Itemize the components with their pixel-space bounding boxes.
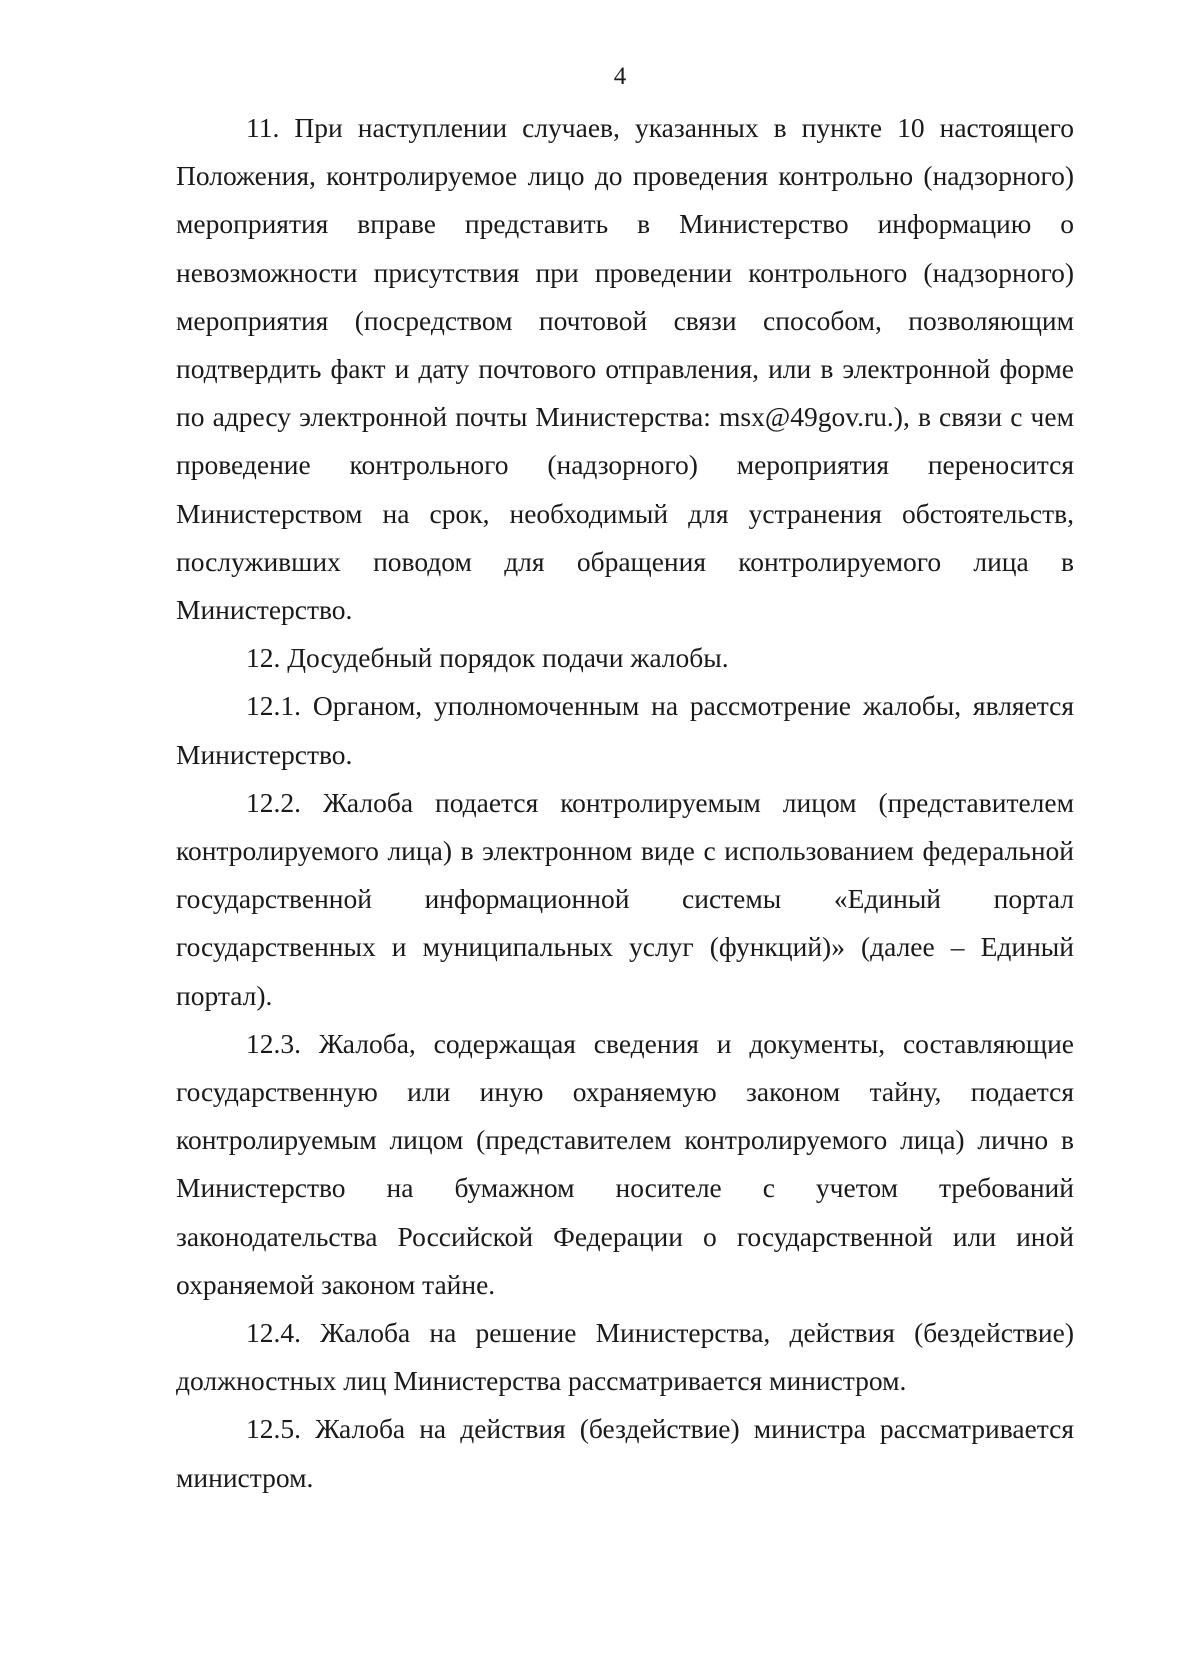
paragraph-12-heading: 12. Досудебный порядок подачи жалобы. [246, 642, 729, 674]
paragraph-12-4: 12.4. Жалоба на решение Министерства, действия (бездействие) должностных лиц Министерства рассматривается министром. [176, 1317, 1074, 1397]
paragraph-12-1: 12.1. Органом, уполномоченным на рассмотрение жалобы, является Министерство. [176, 690, 1074, 770]
paragraph-12-3: 12.3. Жалоба, содержащая сведения и документы, составляющие государственную или иную охраняемую законом тайну, подается контролируемым лицом (представителем контролируемого лица) лично в Министерство на бумажном носителе с учетом требований законодательства Российской Федерации о государственной или иной охраняемой законом тайне. [176, 1027, 1074, 1300]
paragraph-11: 11. При наступлении случаев, указанных в пункте 10 настоящего Положения, контролируемое лицо до проведения контрольно (надзорного) мероприятия вправе представить в Министерство информацию о невозможности присутствия при проведении контрольного (надзорного) мероприятия (посредством почтовой связи способом, позволяющим подтвердить факт и дату почтового отправления, или в электронной форме по адресу электронной почты Министерства: msx@49gov.ru.), в связи с чем проведение контрольного (надзорного) мероприятия переносится Министерством на срок, необходимый для устранения обстоятельств, послуживших поводом для обращения контролируемого лица в Министерство. [176, 112, 1074, 626]
page-number: 4 [613, 63, 627, 90]
paragraph-12-2: 12.2. Жалоба подается контролируемым лицом (представителем контролируемого лица) в электронном виде с использованием федеральной государственной информационной системы «Единый портал государственных и муниципальных услуг (функций)» (далее – Единый портал). [176, 786, 1074, 1011]
document-body [176, 104, 1074, 1502]
paragraph-12-5: 12.5. Жалоба на действия (бездействие) министра рассматривается министром. [176, 1413, 1074, 1493]
